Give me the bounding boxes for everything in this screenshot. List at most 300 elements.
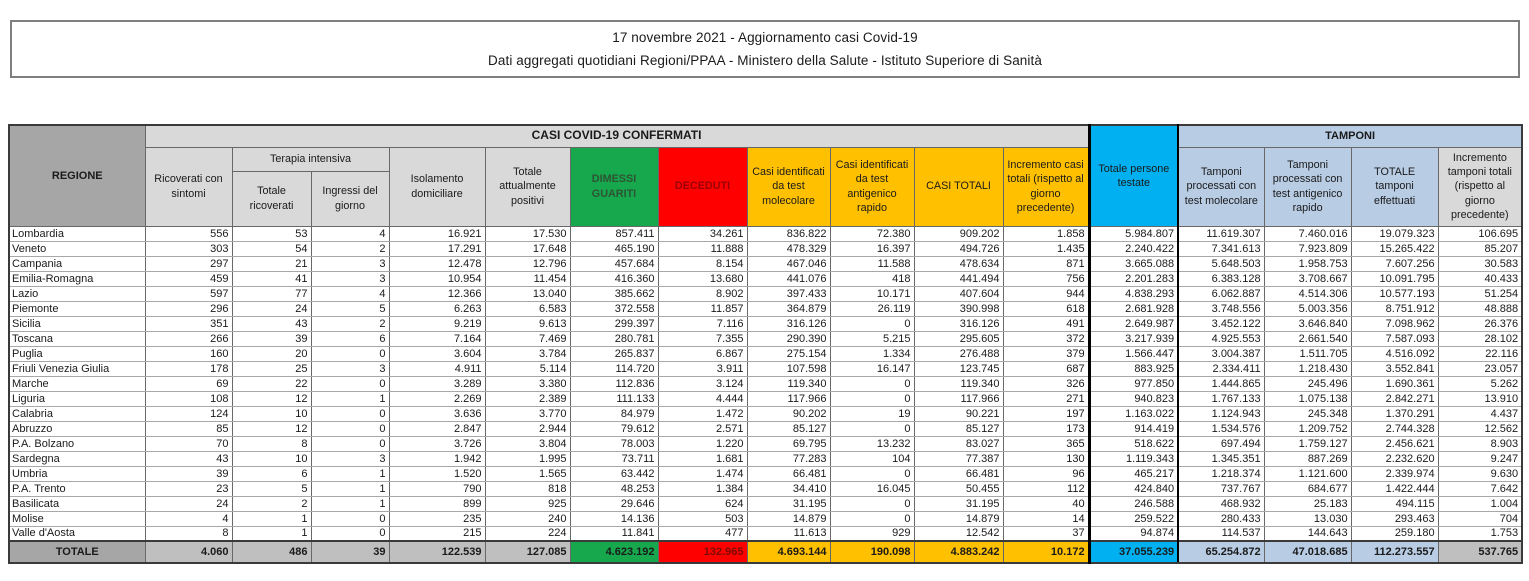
value-cell: 16.921 — [389, 226, 485, 241]
table-row — [9, 286, 1522, 301]
value-cell: 326 — [1003, 376, 1089, 391]
value-cell: 3.665.088 — [1089, 256, 1178, 271]
value-cell: 66.481 — [914, 466, 1003, 481]
table-row — [9, 481, 1522, 496]
value-cell: 7.469 — [485, 331, 570, 346]
value-cell: 465.190 — [570, 241, 658, 256]
value-cell: 1.370.291 — [1351, 406, 1438, 421]
region-name-cell: P.A. Trento — [9, 481, 145, 496]
value-cell: 10 — [232, 451, 311, 466]
value-cell: 29.646 — [570, 496, 658, 511]
value-cell: 2.571 — [658, 421, 747, 436]
value-cell: 2.847 — [389, 421, 485, 436]
table-row — [9, 271, 1522, 286]
value-cell: 114.720 — [570, 361, 658, 376]
value-cell: 2.232.620 — [1351, 451, 1438, 466]
value-cell: 63.442 — [570, 466, 658, 481]
value-cell: 316.126 — [914, 316, 1003, 331]
value-cell: 4.514.306 — [1264, 286, 1351, 301]
value-cell: 123.745 — [914, 361, 1003, 376]
value-cell: 43 — [232, 316, 311, 331]
value-cell: 4.444 — [658, 391, 747, 406]
value-cell: 1.681 — [658, 451, 747, 466]
table-row — [9, 451, 1522, 466]
value-cell: 1 — [232, 526, 311, 541]
value-cell: 871 — [1003, 256, 1089, 271]
total-value-cell: 4.060 — [145, 541, 232, 563]
value-cell: 9.219 — [389, 316, 485, 331]
value-cell: 899 — [389, 496, 485, 511]
value-cell: 556 — [145, 226, 232, 241]
value-cell: 5.262 — [1438, 376, 1522, 391]
value-cell: 4.838.293 — [1089, 286, 1178, 301]
covid-data-table — [8, 124, 1523, 564]
value-cell: 1 — [311, 466, 389, 481]
value-cell: 3.380 — [485, 376, 570, 391]
value-cell: 5 — [232, 481, 311, 496]
value-cell: 293.463 — [1351, 511, 1438, 526]
value-cell: 914.419 — [1089, 421, 1178, 436]
region-name-cell: Lazio — [9, 286, 145, 301]
value-cell: 379 — [1003, 346, 1089, 361]
value-cell: 22.116 — [1438, 346, 1522, 361]
total-value-cell: 190.098 — [830, 541, 914, 563]
value-cell: 43 — [145, 451, 232, 466]
value-cell: 12.542 — [914, 526, 1003, 541]
value-cell: 0 — [311, 526, 389, 541]
value-cell: 372.558 — [570, 301, 658, 316]
value-cell: 124 — [145, 406, 232, 421]
table-row — [9, 256, 1522, 271]
value-cell: 119.340 — [914, 376, 1003, 391]
value-cell: 280.433 — [1178, 511, 1264, 526]
value-cell: 31.195 — [914, 496, 1003, 511]
value-cell: 3.636 — [389, 406, 485, 421]
value-cell: 2.649.987 — [1089, 316, 1178, 331]
table-header — [9, 125, 1522, 226]
value-cell: 197 — [1003, 406, 1089, 421]
value-cell: 0 — [311, 436, 389, 451]
value-cell: 85.207 — [1438, 241, 1522, 256]
value-cell: 3.646.840 — [1264, 316, 1351, 331]
value-cell: 31.195 — [747, 496, 830, 511]
total-value-cell: 4.623.192 — [570, 541, 658, 563]
column-header-ingressi-del-giorno: Ingressi del giorno — [311, 171, 389, 226]
value-cell: 8 — [145, 526, 232, 541]
value-cell: 259.180 — [1351, 526, 1438, 541]
value-cell: 296 — [145, 301, 232, 316]
value-cell: 684.677 — [1264, 481, 1351, 496]
value-cell: 50.455 — [914, 481, 1003, 496]
value-cell: 12.562 — [1438, 421, 1522, 436]
group-header-casi-confermati: CASI COVID-19 CONFERMATI — [145, 125, 1089, 147]
value-cell: 51.254 — [1438, 286, 1522, 301]
value-cell: 5.003.356 — [1264, 301, 1351, 316]
value-cell: 1.942 — [389, 451, 485, 466]
value-cell: 3 — [311, 451, 389, 466]
value-cell: 737.767 — [1178, 481, 1264, 496]
value-cell: 6 — [232, 466, 311, 481]
region-name-cell: Molise — [9, 511, 145, 526]
value-cell: 3.770 — [485, 406, 570, 421]
table-row — [9, 436, 1522, 451]
value-cell: 297 — [145, 256, 232, 271]
value-cell: 9.247 — [1438, 451, 1522, 466]
title-line-2: Dati aggregati quotidiani Regioni/PPAA - Ministero della Salute - Istituto Superiore di Sanità — [488, 53, 1042, 68]
value-cell: 3.911 — [658, 361, 747, 376]
value-cell: 85 — [145, 421, 232, 436]
region-name-cell: Sicilia — [9, 316, 145, 331]
value-cell: 491 — [1003, 316, 1089, 331]
value-cell: 351 — [145, 316, 232, 331]
value-cell: 12 — [232, 391, 311, 406]
value-cell: 3.124 — [658, 376, 747, 391]
value-cell: 5.984.807 — [1089, 226, 1178, 241]
value-cell: 11.619.307 — [1178, 226, 1264, 241]
value-cell: 3.784 — [485, 346, 570, 361]
region-name-cell: Sardegna — [9, 451, 145, 466]
value-cell: 90.202 — [747, 406, 830, 421]
value-cell: 77.283 — [747, 451, 830, 466]
value-cell: 887.269 — [1264, 451, 1351, 466]
value-cell: 40.433 — [1438, 271, 1522, 286]
value-cell: 0 — [311, 406, 389, 421]
value-cell: 0 — [830, 421, 914, 436]
value-cell: 836.822 — [747, 226, 830, 241]
value-cell: 3.726 — [389, 436, 485, 451]
value-cell: 1.958.753 — [1264, 256, 1351, 271]
table-row — [9, 526, 1522, 541]
value-cell: 72.380 — [830, 226, 914, 241]
value-cell: 4 — [311, 286, 389, 301]
value-cell: 1.345.351 — [1178, 451, 1264, 466]
value-cell: 16.397 — [830, 241, 914, 256]
value-cell: 465.217 — [1089, 466, 1178, 481]
value-cell: 117.966 — [747, 391, 830, 406]
value-cell: 276.488 — [914, 346, 1003, 361]
region-name-cell: Umbria — [9, 466, 145, 481]
value-cell: 12 — [232, 421, 311, 436]
total-value-cell: 537.765 — [1438, 541, 1522, 563]
region-name-cell: Campania — [9, 256, 145, 271]
column-header-dimessi-guariti: DIMESSI GUARITI — [570, 147, 658, 226]
value-cell: 441.076 — [747, 271, 830, 286]
value-cell: 96 — [1003, 466, 1089, 481]
value-cell: 224 — [485, 526, 570, 541]
value-cell: 7.923.809 — [1264, 241, 1351, 256]
column-header-deceduti: DECEDUTI — [658, 147, 747, 226]
column-header-regione: REGIONE — [9, 125, 145, 226]
title-line-1: 17 novembre 2021 - Aggiornamento casi Covid-19 — [612, 30, 918, 45]
value-cell: 3.604 — [389, 346, 485, 361]
value-cell: 178 — [145, 361, 232, 376]
value-cell: 0 — [311, 421, 389, 436]
value-cell: 26.376 — [1438, 316, 1522, 331]
value-cell: 14 — [1003, 511, 1089, 526]
value-cell: 28.102 — [1438, 331, 1522, 346]
region-name-cell: Basilicata — [9, 496, 145, 511]
value-cell: 390.998 — [914, 301, 1003, 316]
value-cell: 2.681.928 — [1089, 301, 1178, 316]
value-cell: 8.902 — [658, 286, 747, 301]
value-cell: 478.634 — [914, 256, 1003, 271]
value-cell: 1.565 — [485, 466, 570, 481]
value-cell: 459 — [145, 271, 232, 286]
column-header-casi-totali: CASI TOTALI — [914, 147, 1003, 226]
value-cell: 1.444.865 — [1178, 376, 1264, 391]
value-cell: 14.136 — [570, 511, 658, 526]
value-cell: 6.263 — [389, 301, 485, 316]
column-header-tamponi-molecolare: Tamponi processati con test molecolare — [1178, 147, 1264, 226]
value-cell: 1.858 — [1003, 226, 1089, 241]
total-value-cell: 4.883.242 — [914, 541, 1003, 563]
value-cell: 1.520 — [389, 466, 485, 481]
value-cell: 857.411 — [570, 226, 658, 241]
value-cell: 11.588 — [830, 256, 914, 271]
value-cell: 7.607.256 — [1351, 256, 1438, 271]
value-cell: 104 — [830, 451, 914, 466]
value-cell: 687 — [1003, 361, 1089, 376]
value-cell: 11.613 — [747, 526, 830, 541]
value-cell: 275.154 — [747, 346, 830, 361]
table-row — [9, 361, 1522, 376]
value-cell: 13.030 — [1264, 511, 1351, 526]
value-cell: 494.115 — [1351, 496, 1438, 511]
value-cell: 11.841 — [570, 526, 658, 541]
value-cell: 1.218.374 — [1178, 466, 1264, 481]
value-cell: 704 — [1438, 511, 1522, 526]
value-cell: 111.133 — [570, 391, 658, 406]
value-cell: 1 — [311, 481, 389, 496]
value-cell: 16.147 — [830, 361, 914, 376]
value-cell: 1.384 — [658, 481, 747, 496]
total-label-cell: TOTALE — [9, 541, 145, 563]
value-cell: 21 — [232, 256, 311, 271]
value-cell: 3.452.122 — [1178, 316, 1264, 331]
value-cell: 240 — [485, 511, 570, 526]
value-cell: 624 — [658, 496, 747, 511]
value-cell: 4 — [145, 511, 232, 526]
value-cell: 372 — [1003, 331, 1089, 346]
value-cell: 518.622 — [1089, 436, 1178, 451]
value-cell: 13.040 — [485, 286, 570, 301]
value-cell: 14.879 — [747, 511, 830, 526]
value-cell: 117.966 — [914, 391, 1003, 406]
value-cell: 940.823 — [1089, 391, 1178, 406]
value-cell: 41 — [232, 271, 311, 286]
value-cell: 53 — [232, 226, 311, 241]
region-name-cell: Valle d'Aosta — [9, 526, 145, 541]
value-cell: 385.662 — [570, 286, 658, 301]
title-box — [10, 20, 1520, 78]
value-cell: 4.516.092 — [1351, 346, 1438, 361]
value-cell: 23 — [145, 481, 232, 496]
value-cell: 424.840 — [1089, 481, 1178, 496]
value-cell: 112.836 — [570, 376, 658, 391]
value-cell: 2.334.411 — [1178, 361, 1264, 376]
total-value-cell: 122.539 — [389, 541, 485, 563]
value-cell: 23.057 — [1438, 361, 1522, 376]
value-cell: 70 — [145, 436, 232, 451]
value-cell: 6.062.887 — [1178, 286, 1264, 301]
region-name-cell: Piemonte — [9, 301, 145, 316]
value-cell: 24 — [145, 496, 232, 511]
value-cell: 34.410 — [747, 481, 830, 496]
value-cell: 2.339.974 — [1351, 466, 1438, 481]
value-cell: 4 — [311, 226, 389, 241]
value-cell: 17.291 — [389, 241, 485, 256]
value-cell: 266 — [145, 331, 232, 346]
value-cell: 818 — [485, 481, 570, 496]
value-cell: 119.340 — [747, 376, 830, 391]
value-cell: 54 — [232, 241, 311, 256]
value-cell: 407.604 — [914, 286, 1003, 301]
column-header-persone-testate: Totale persone testate — [1089, 125, 1178, 226]
value-cell: 467.046 — [747, 256, 830, 271]
value-cell: 112 — [1003, 481, 1089, 496]
value-cell: 39 — [232, 331, 311, 346]
value-cell: 11.888 — [658, 241, 747, 256]
region-name-cell: Veneto — [9, 241, 145, 256]
value-cell: 12.478 — [389, 256, 485, 271]
value-cell: 7.642 — [1438, 481, 1522, 496]
value-cell: 280.781 — [570, 331, 658, 346]
total-value-cell: 37.055.239 — [1089, 541, 1178, 563]
value-cell: 397.433 — [747, 286, 830, 301]
column-header-ricoverati-con-sintomi: Ricoverati con sintomi — [145, 147, 232, 226]
value-cell: 13.680 — [658, 271, 747, 286]
value-cell: 1.767.133 — [1178, 391, 1264, 406]
value-cell: 4.911 — [389, 361, 485, 376]
value-cell: 0 — [311, 346, 389, 361]
value-cell: 2.944 — [485, 421, 570, 436]
region-name-cell: Marche — [9, 376, 145, 391]
region-name-cell: Friuli Venezia Giulia — [9, 361, 145, 376]
region-name-cell: Calabria — [9, 406, 145, 421]
value-cell: 77.387 — [914, 451, 1003, 466]
value-cell: 299.397 — [570, 316, 658, 331]
value-cell: 295.605 — [914, 331, 1003, 346]
value-cell: 173 — [1003, 421, 1089, 436]
column-header-incremento-tamponi: Incremento tamponi totali (rispetto al giorno precedente) — [1438, 147, 1522, 226]
value-cell: 10.954 — [389, 271, 485, 286]
value-cell: 39 — [145, 466, 232, 481]
value-cell: 1 — [311, 496, 389, 511]
value-cell: 457.684 — [570, 256, 658, 271]
table-row — [9, 391, 1522, 406]
table-row — [9, 241, 1522, 256]
column-header-totale-tamponi: TOTALE tamponi effettuati — [1351, 147, 1438, 226]
value-cell: 8.903 — [1438, 436, 1522, 451]
value-cell: 30.583 — [1438, 256, 1522, 271]
table-row — [9, 421, 1522, 436]
value-cell: 0 — [830, 376, 914, 391]
column-header-incremento-casi: Incremento casi totali (rispetto al giorno precedente) — [1003, 147, 1089, 226]
value-cell: 416.360 — [570, 271, 658, 286]
total-value-cell: 132.965 — [658, 541, 747, 563]
value-cell: 107.598 — [747, 361, 830, 376]
value-cell: 90.221 — [914, 406, 1003, 421]
total-value-cell: 39 — [311, 541, 389, 563]
total-value-cell: 112.273.557 — [1351, 541, 1438, 563]
value-cell: 48.888 — [1438, 301, 1522, 316]
column-header-totale-ricoverati: Totale ricoverati — [232, 171, 311, 226]
value-cell: 697.494 — [1178, 436, 1264, 451]
value-cell: 0 — [830, 391, 914, 406]
value-cell: 22 — [232, 376, 311, 391]
value-cell: 13.910 — [1438, 391, 1522, 406]
value-cell: 303 — [145, 241, 232, 256]
value-cell: 0 — [830, 496, 914, 511]
value-cell: 2.661.540 — [1264, 331, 1351, 346]
value-cell: 503 — [658, 511, 747, 526]
value-cell: 3.217.939 — [1089, 331, 1178, 346]
value-cell: 37 — [1003, 526, 1089, 541]
value-cell: 2 — [311, 316, 389, 331]
value-cell: 2 — [232, 496, 311, 511]
value-cell: 2.842.271 — [1351, 391, 1438, 406]
value-cell: 11.857 — [658, 301, 747, 316]
value-cell: 85.127 — [914, 421, 1003, 436]
total-value-cell: 486 — [232, 541, 311, 563]
value-cell: 365 — [1003, 436, 1089, 451]
value-cell: 245.348 — [1264, 406, 1351, 421]
value-cell: 2.744.328 — [1351, 421, 1438, 436]
value-cell: 114.537 — [1178, 526, 1264, 541]
region-name-cell: Liguria — [9, 391, 145, 406]
region-name-cell: Emilia-Romagna — [9, 271, 145, 286]
region-name-cell: Puglia — [9, 346, 145, 361]
value-cell: 3 — [311, 361, 389, 376]
value-cell: 0 — [830, 316, 914, 331]
value-cell: 1.474 — [658, 466, 747, 481]
value-cell: 7.098.962 — [1351, 316, 1438, 331]
value-cell: 1.218.430 — [1264, 361, 1351, 376]
value-cell: 468.932 — [1178, 496, 1264, 511]
value-cell: 6 — [311, 331, 389, 346]
value-cell: 3 — [311, 256, 389, 271]
value-cell: 4.925.553 — [1178, 331, 1264, 346]
table-row — [9, 496, 1522, 511]
value-cell: 1.422.444 — [1351, 481, 1438, 496]
value-cell: 40 — [1003, 496, 1089, 511]
total-value-cell: 127.085 — [485, 541, 570, 563]
value-cell: 1.004 — [1438, 496, 1522, 511]
value-cell: 756 — [1003, 271, 1089, 286]
value-cell: 1.566.447 — [1089, 346, 1178, 361]
value-cell: 160 — [145, 346, 232, 361]
value-cell: 790 — [389, 481, 485, 496]
value-cell: 94.874 — [1089, 526, 1178, 541]
table-row — [9, 316, 1522, 331]
value-cell: 73.711 — [570, 451, 658, 466]
value-cell: 418 — [830, 271, 914, 286]
value-cell: 494.726 — [914, 241, 1003, 256]
value-cell: 929 — [830, 526, 914, 541]
value-cell: 478.329 — [747, 241, 830, 256]
value-cell: 79.612 — [570, 421, 658, 436]
value-cell: 1.124.943 — [1178, 406, 1264, 421]
value-cell: 1.075.138 — [1264, 391, 1351, 406]
value-cell: 2.456.621 — [1351, 436, 1438, 451]
value-cell: 2.389 — [485, 391, 570, 406]
value-cell: 2.269 — [389, 391, 485, 406]
value-cell: 34.261 — [658, 226, 747, 241]
value-cell: 316.126 — [747, 316, 830, 331]
value-cell: 3.004.387 — [1178, 346, 1264, 361]
table-row — [9, 511, 1522, 526]
region-name-cell: Lombardia — [9, 226, 145, 241]
